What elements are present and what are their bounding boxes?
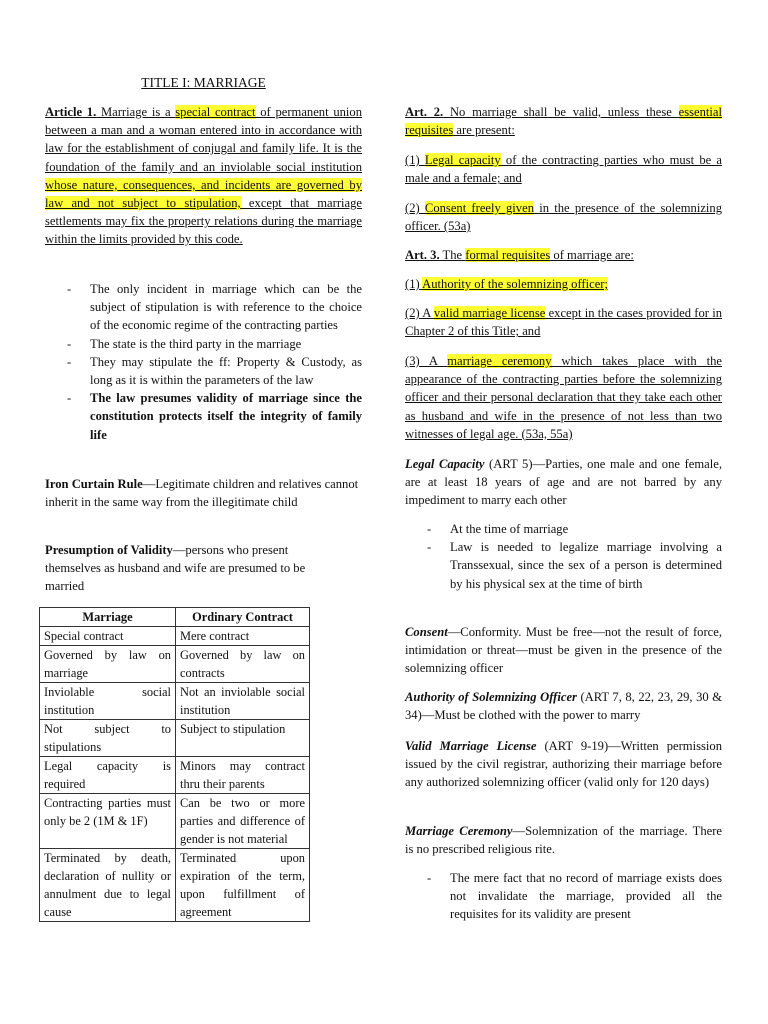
table-row [40, 720, 310, 757]
table-cell: Terminated upon expiration of the term, upon fulfillment of agreement [176, 849, 310, 922]
table-cell: Not subject to stipulations [40, 720, 176, 757]
article-3-item-3: (3) A marriage ceremony which takes place with the appearance of the contracting parties before the solemnizing officer and their personal declaration that they take each other as husband and wife in the presence of not less than two witnesses of legal age. (53a, 55a) [405, 354, 723, 441]
table-cell: Mere contract [176, 627, 310, 646]
table-cell: Can be two or more parties and difference of gender is not material [176, 794, 310, 849]
marriage-ceremony-notes [405, 869, 722, 924]
column-header: Marriage [40, 608, 176, 627]
table-row [40, 683, 310, 720]
table-row [40, 794, 310, 849]
article-1-notes [45, 280, 362, 444]
table-cell: Subject to stipulation [176, 720, 310, 757]
table-cell: Not an inviolable social institution [176, 683, 310, 720]
article-3-item-1: (1) Authority of the solemnizing officer; [405, 277, 608, 291]
table-row [40, 646, 310, 683]
table-cell: Governed by law on marriage [40, 646, 176, 683]
table-header-row [40, 608, 310, 627]
article-3-item-2: (2) A valid marriage license except in the cases provided for in Chapter 2 of this Title; and [405, 306, 722, 339]
article-1: Article 1. Marriage is a special contract of permanent union between a man and a woman entered into in accordance with law for the establishment of conjugal and family life. It is the foundation of the family and an inviolable social institution whose nature, consequences, and incidents are governed by law and not subject to stipulation, except that marriage settlements may fix the property relations during the marriage within the limits provided by this code. [45, 105, 363, 247]
marriage-ceremony: Marriage Ceremony—Solemnization of the marriage. There is no prescribed religious rite. [405, 824, 722, 857]
consent: Consent—Conformity. Must be free—not the result of force, intimidation or threat—must be given in the presence of the solemnizing officer [405, 625, 722, 676]
article-2: Art. 2. No marriage shall be valid, unless these essential requisites are present: [405, 105, 722, 138]
column-header: Ordinary Contract [176, 608, 310, 627]
presumption-of-validity: Presumption of Validity—persons who present themselves as husband and wife are presumed to be married [45, 543, 306, 594]
table-cell: Contracting parties must only be 2 (1M & 1F) [40, 794, 176, 849]
list-item: - The only incident in marriage which can be the subject of stipulation is with reference to the choice of the economic regime of the contracting parties [67, 282, 362, 333]
page-title: TITLE I: MARRIAGE [141, 75, 266, 90]
list-item: - They may stipulate the ff: Property & Custody, as long as it is within the parameters of the law [67, 354, 362, 388]
table-cell: Governed by law on contracts [176, 646, 310, 683]
list-item: - The state is the third party in the marriage [67, 336, 302, 351]
legal-capacity: Legal Capacity (ART 5)—Parties, one male and one female, are at least 18 years of age and are not barred by any impediment to marry each other [405, 457, 722, 508]
iron-curtain-rule: Iron Curtain Rule—Legitimate children and relatives cannot inherit in the same way from the illegitimate child [45, 477, 359, 510]
list-item: - At the time of marriage [427, 522, 569, 536]
comparison-table [39, 607, 310, 922]
table-cell: Inviolable social institution [40, 683, 176, 720]
table-cell: Legal capacity is required [40, 757, 176, 794]
table-cell: Special contract [40, 627, 176, 646]
table-row [40, 757, 310, 794]
table-cell: Terminated by death, declaration of nullity or annulment due to legal cause [40, 849, 176, 922]
valid-marriage-license: Valid Marriage License (ART 9-19)—Written permission issued by the civil registrar, authorizing their marriage before any authorized solemnizing officer (valid only for 120 days) [405, 739, 722, 790]
list-item: - The law presumes validity of marriage since the constitution protects itself the integrity of family life [67, 391, 362, 442]
list-item: - Law is needed to legalize marriage involving a Transsexual, since the sex of a person is determined by his physical sex at the time of birth [427, 540, 722, 591]
table-row [40, 627, 310, 646]
article-2-item-1: (1) Legal capacity of the contracting parties who must be a male and a female; and [405, 153, 722, 186]
article-2-item-2: (2) Consent freely given in the presence of the solemnizing officer. (53a) [405, 201, 723, 234]
legal-capacity-notes [405, 520, 722, 593]
table-row [40, 849, 310, 922]
list-item: - The mere fact that no record of marriage exists does not invalidate the marriage, provided all the requisites for its validity are present [427, 871, 722, 922]
table-cell: Minors may contract thru their parents [176, 757, 310, 794]
authority-of-solemnizing-officer: Authority of Solemnizing Officer (ART 7, 8, 22, 23, 29, 30 & 34)—Must be clothed with the power to marry [405, 690, 723, 723]
article-3: Art. 3. The formal requisites of marriage are: [405, 248, 634, 262]
